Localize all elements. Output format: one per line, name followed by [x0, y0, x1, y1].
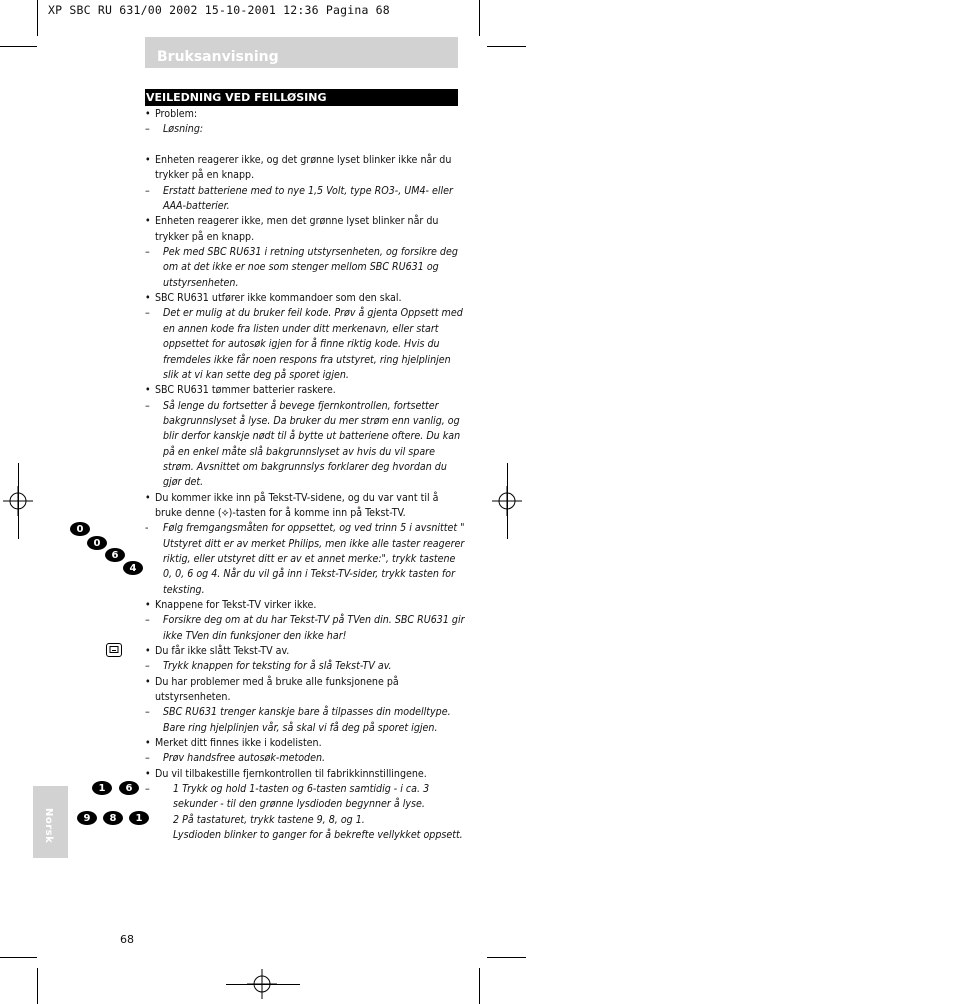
key-6-icon: 6	[105, 548, 125, 562]
legend-problem: • Problem:	[145, 108, 198, 120]
problem-item: • SBC RU631 utfører ikke kommandoer som den skal.	[145, 292, 402, 305]
section-heading: VEILEDNING VED FEILLØSING	[145, 89, 458, 106]
solution-item: – Trykk knappen for teksting for å slå Tekst-TV av.	[145, 660, 392, 673]
language-label: Norsk	[43, 808, 54, 844]
problem-item: • Knappene for Tekst-TV virker ikke.	[145, 599, 317, 611]
crop-mark	[0, 957, 37, 958]
solution-item: – Forsikre deg om at du har Tekst-TV på TVen din. SBC RU631 gir ikke TVen din funksjoner den ikke har!	[145, 614, 465, 642]
page-number: 68	[120, 933, 134, 946]
problem-item: • Du får ikke slått Tekst-TV av.	[145, 645, 290, 658]
print-header: XP SBC RU 631/00 2002 15-10-2001 12:36 Pagina 68	[48, 3, 390, 17]
legend-solution: – Løsning:	[145, 123, 204, 136]
teletext-key-icon	[106, 643, 122, 657]
problem-item: • Enheten reagerer ikke, men det grønne lyset blinker når du trykker på en knapp.	[145, 215, 439, 243]
crop-mark	[37, 968, 38, 1004]
key-4-icon: 4	[123, 561, 143, 575]
solution-item: Lysdioden blinker to ganger for å bekrefte vellykket oppsett.	[173, 829, 463, 842]
crop-mark	[479, 0, 480, 36]
crop-mark	[37, 0, 38, 36]
solution-item: – SBC RU631 trenger kanskje bare å tilpasses din modelltype. Bare ring hjelplinjen vår, så skal vi få deg på sporet igjen.	[145, 706, 451, 734]
solution-item: – Erstatt batteriene med to nye 1,5 Volt, type RO3-, UM4- eller AAA-batterier.	[145, 184, 453, 213]
solution-item: – Pek med SBC RU631 i retning utstyrsenheten, og forsikre deg om at det ikke er noe som stenger mellom SBC RU631 og utstyrsenheten.	[145, 246, 458, 289]
problem-item: • Du kommer ikke inn på Tekst-TV-sidene, og du var vant til å bruke denne (⟡)-tasten for å komme inn på Tekst-TV.	[145, 491, 439, 519]
problem-item: • Du vil tilbakestille fjernkontrollen til fabrikkinnstillingene.	[145, 767, 427, 780]
page-title: Bruksanvisning	[157, 49, 279, 65]
key-8-icon: 8	[103, 811, 123, 825]
crop-mark	[226, 984, 300, 985]
key-6-icon: 6	[119, 781, 139, 795]
header-title-bar	[145, 37, 458, 68]
problem-item: • Merket ditt finnes ikke i kodelisten.	[145, 737, 322, 750]
language-side-tab	[33, 786, 68, 858]
solution-item: – 1 Trykk og hold 1-tasten og 6-tasten samtidig - i ca. 3 sekunder - til den grønne lysdioden begynner å lyse.	[145, 783, 430, 811]
solution-item: – Så lenge du fortsetter å bevege fjernkontrollen, fortsetter bakgrunnslyset å lyse. Da bruker du mer strøm enn vanlig, og blir derfor kanskje nødt til å bytte ut batteriene oftere. Du kan på en enkel måte slå bakgrunnslyset av hvis du vil spare strøm. Avsnittet om bakgrunnslys forklarer deg hvordan du gjør det.	[145, 399, 461, 489]
key-1-icon: 1	[92, 781, 112, 795]
crop-mark	[487, 46, 526, 47]
solution-item: 2 På tastaturet, trykk tastene 9, 8, og 1.	[173, 813, 365, 826]
solution-item: - Følg fremgangsmåten for oppsettet, og ved trinn 5 i avsnittet " Utstyret ditt er av merket Philips, men ikke alle taster reagerer riktig, eller utstyret ditt er av et annet merke:", trykk tastene 0, 0, 6 og 4. Når du vil gå inn i Tekst-TV-sider, trykk tasten for teksting.	[145, 522, 465, 596]
crop-mark	[18, 463, 19, 539]
solution-item: – Det er mulig at du bruker feil kode. Prøv å gjenta Oppsett med en annen kode fra listen under ditt merkenavn, eller start oppsettet for autosøk igjen for å finne riktig kode. Hvis du fremdeles ikke får noen respons fra utstyret, ring hjelplinjen slik at vi kan sette deg på sporet igjen.	[145, 307, 463, 381]
crop-mark	[487, 957, 526, 958]
problem-item: • SBC RU631 tømmer batterier raskere.	[145, 384, 336, 397]
problem-item: • Enheten reagerer ikke, og det grønne lyset blinker ikke når du trykker på en knapp.	[145, 154, 452, 182]
crop-mark	[0, 46, 37, 47]
troubleshooting-list	[145, 107, 465, 844]
solution-item: – Prøv handsfree autosøk-metoden.	[145, 752, 326, 765]
key-1-icon: 1	[129, 811, 149, 825]
key-0-icon: 0	[87, 536, 107, 550]
crop-mark	[479, 968, 480, 1004]
crop-mark	[507, 463, 508, 539]
key-9-icon: 9	[77, 811, 97, 825]
problem-item: • Du har problemer med å bruke alle funksjonene på utstyrsenheten.	[145, 675, 399, 704]
key-0-icon: 0	[70, 522, 90, 536]
